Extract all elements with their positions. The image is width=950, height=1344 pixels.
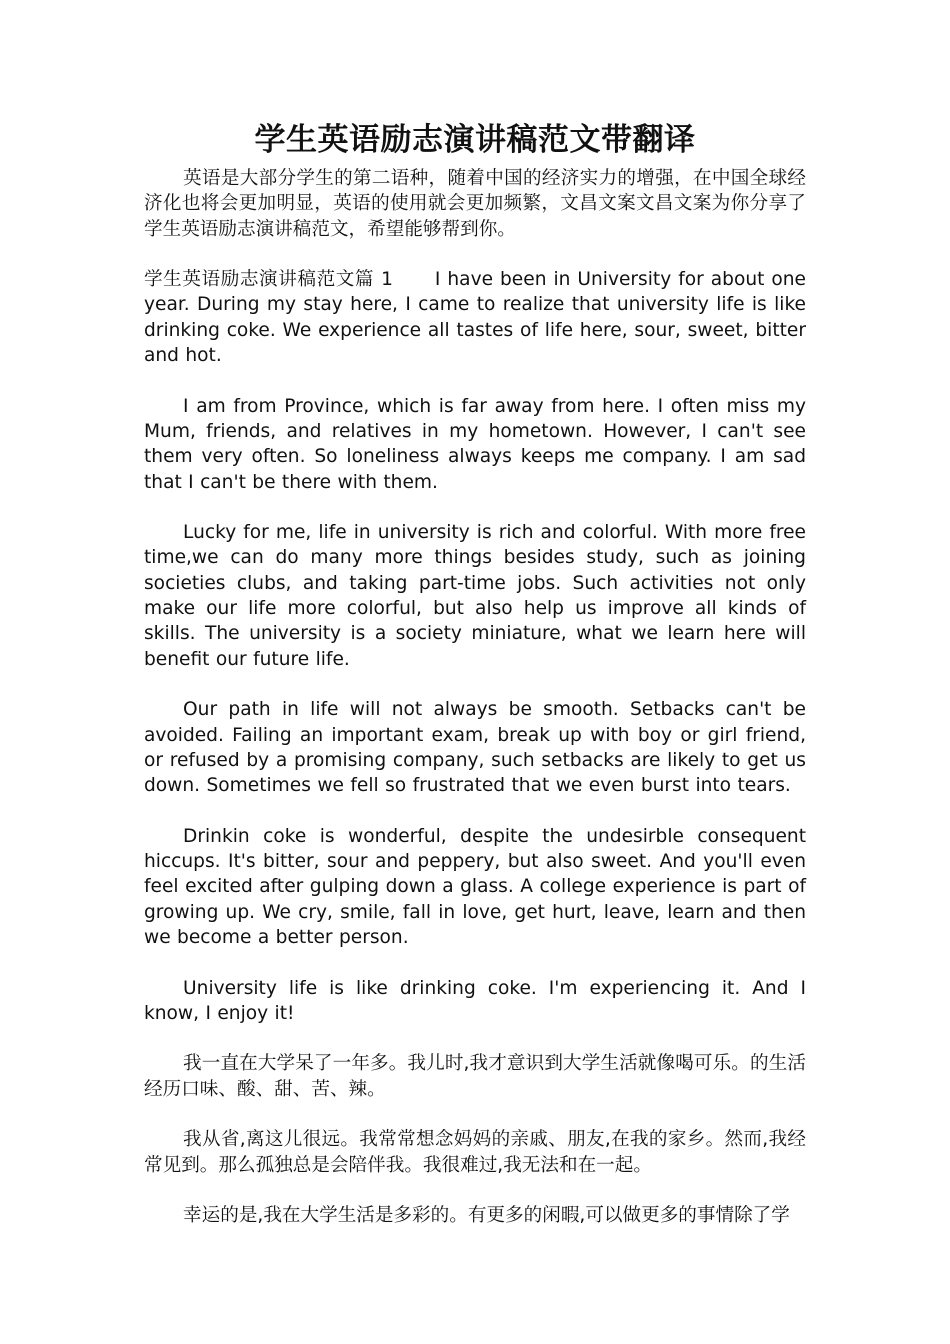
paragraph-gap (144, 1026, 806, 1051)
paragraph-gap (144, 368, 806, 393)
section-heading: 学生英语励志演讲稿范文篇 1 (144, 269, 393, 291)
paragraph-gap (144, 1178, 806, 1203)
document-title: 学生英语励志演讲稿范文带翻译 (254, 122, 696, 158)
paragraph-gap (144, 1102, 806, 1127)
paragraph-en-6: University life is like drinking coke. I'm experiencing it. And I know, I enjoy it! (144, 977, 806, 1024)
paragraph-zh-3: 幸运的是,我在大学生活是多彩的。有更多的闲暇,可以做更多的事情除了学 (183, 1205, 790, 1227)
paragraph-zh-1: 我一直在大学呆了一年多。我儿时,我才意识到大学生活就像喝可乐。的生活经历口味、酸、甜、苦、辣。 (144, 1053, 806, 1100)
paragraph-gap (144, 672, 806, 697)
paragraph-en-3: Lucky for me, life in university is rich and colorful. With more free time,we can do many more things besides study, such as joining societies clubs, and taking part-time jobs. Such activities not only make our life more colorful, but also help us improve all kinds of skills. The university is a society miniature, what we learn here will benefit our future life. (144, 522, 806, 670)
paragraph-gap (144, 950, 806, 975)
paragraph-en-5: Drinkin coke is wonderful, despite the undesirble consequent hiccups. It's bitter, sour and peppery, but also sweet. And you'll even feel excited after gulping down a glass. A college experience is part of growing up. We cry, smile, fall in love, get hurt, leave, learn and then we become a better person. (144, 825, 806, 948)
paragraph-zh-2: 我从省,离这儿很远。我常常想念妈妈的亲戚、朋友,在我的家乡。然而,我经常见到。那么孤独总是会陪伴我。我很难过,我无法和在一起。 (144, 1129, 806, 1176)
paragraph-gap (144, 242, 806, 267)
paragraph-gap (144, 798, 806, 823)
paragraph-gap (144, 495, 806, 520)
intro-paragraph: 英语是大部分学生的第二语种，随着中国的经济实力的增强，在中国全球经济化也将会更加明显，英语的使用就会更加频繁，文昌文案文昌文案为你分享了学生英语励志演讲稿范文，希望能够帮到你。 (144, 168, 806, 240)
paragraph-en-4: Our path in life will not always be smooth. Setbacks can't be avoided. Failing an important exam, break up with boy or girl friend, or refused by a promising company, such setbacks are likely to get us down. Sometimes we fell so frustrated that we even burst into tears. (144, 699, 806, 797)
document-page (144, 118, 806, 1228)
paragraph-en-2: I am from Province, which is far away from here. I often miss my Mum, friends, and relatives in my hometown. However, I can't see them very often. So loneliness always keeps me company. I am sad that I can't be there with them. (144, 395, 806, 493)
paragraph-en-1 (144, 267, 806, 368)
paragraph-en-1-text: I have been in University for about one year. During my stay here, I came to realize that university life is like drinking coke. We experience all tastes of life here, sour, sweet, bitter and hot. (144, 269, 806, 367)
